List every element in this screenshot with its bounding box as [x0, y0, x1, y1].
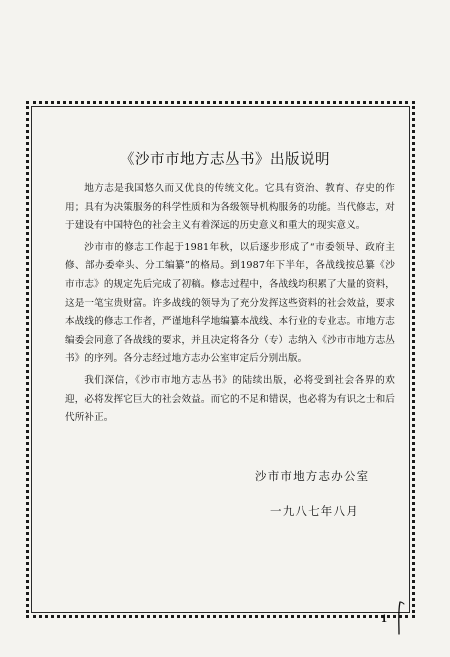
- paragraph-3: 我们深信，《沙市市地方志丛书》的陆续出版，必将受到社会各界的欢迎，必将发挥它巨大的社会效益。而它的不足和错误，也必将为有识之士和后代所补正。: [65, 374, 395, 424]
- signature-date: 一九八七年八月: [270, 504, 359, 518]
- paragraph-1: 地方志是我国悠久而又优良的传统文化。它具有资治、教育、存史的作用；具有为决策服务的科学性质和为各级领导机构服务的功能。当代修志，对于建设有中国特色的社会主义有着深远的历史意义和重大的现实意义。: [65, 183, 395, 232]
- document-body: [65, 180, 395, 428]
- paragraph-2: 沙市市的修志工作起于1981年秋，以后逐步形成了“市委领导、政府主修、部办委牵头、分工编纂”的格局。到1987年下半年，各战线按总纂《沙市市志》的规定先后完成了初稿。修志过程中，各战线均积累了大量的资料，这是一笔宝贵财富。许多战线的领导为了充分发挥这些资料的社会效益，要求本战线的修志工作者，严谨地科学地编纂本战线、本行业的专业志。市地方志编委会同意了各战线的要求，并且决定将各分（专）志纳入《沙市市地方志丛书》的序列。各分志经过地方志办公室审定后分别出版。: [65, 241, 395, 365]
- signature-office: 沙市市地方志办公室: [255, 469, 370, 483]
- document-title: 《沙市市地方志丛书》出版说明: [120, 152, 330, 168]
- handwritten-mark-icon: [395, 601, 405, 635]
- page-number: 1: [381, 611, 387, 625]
